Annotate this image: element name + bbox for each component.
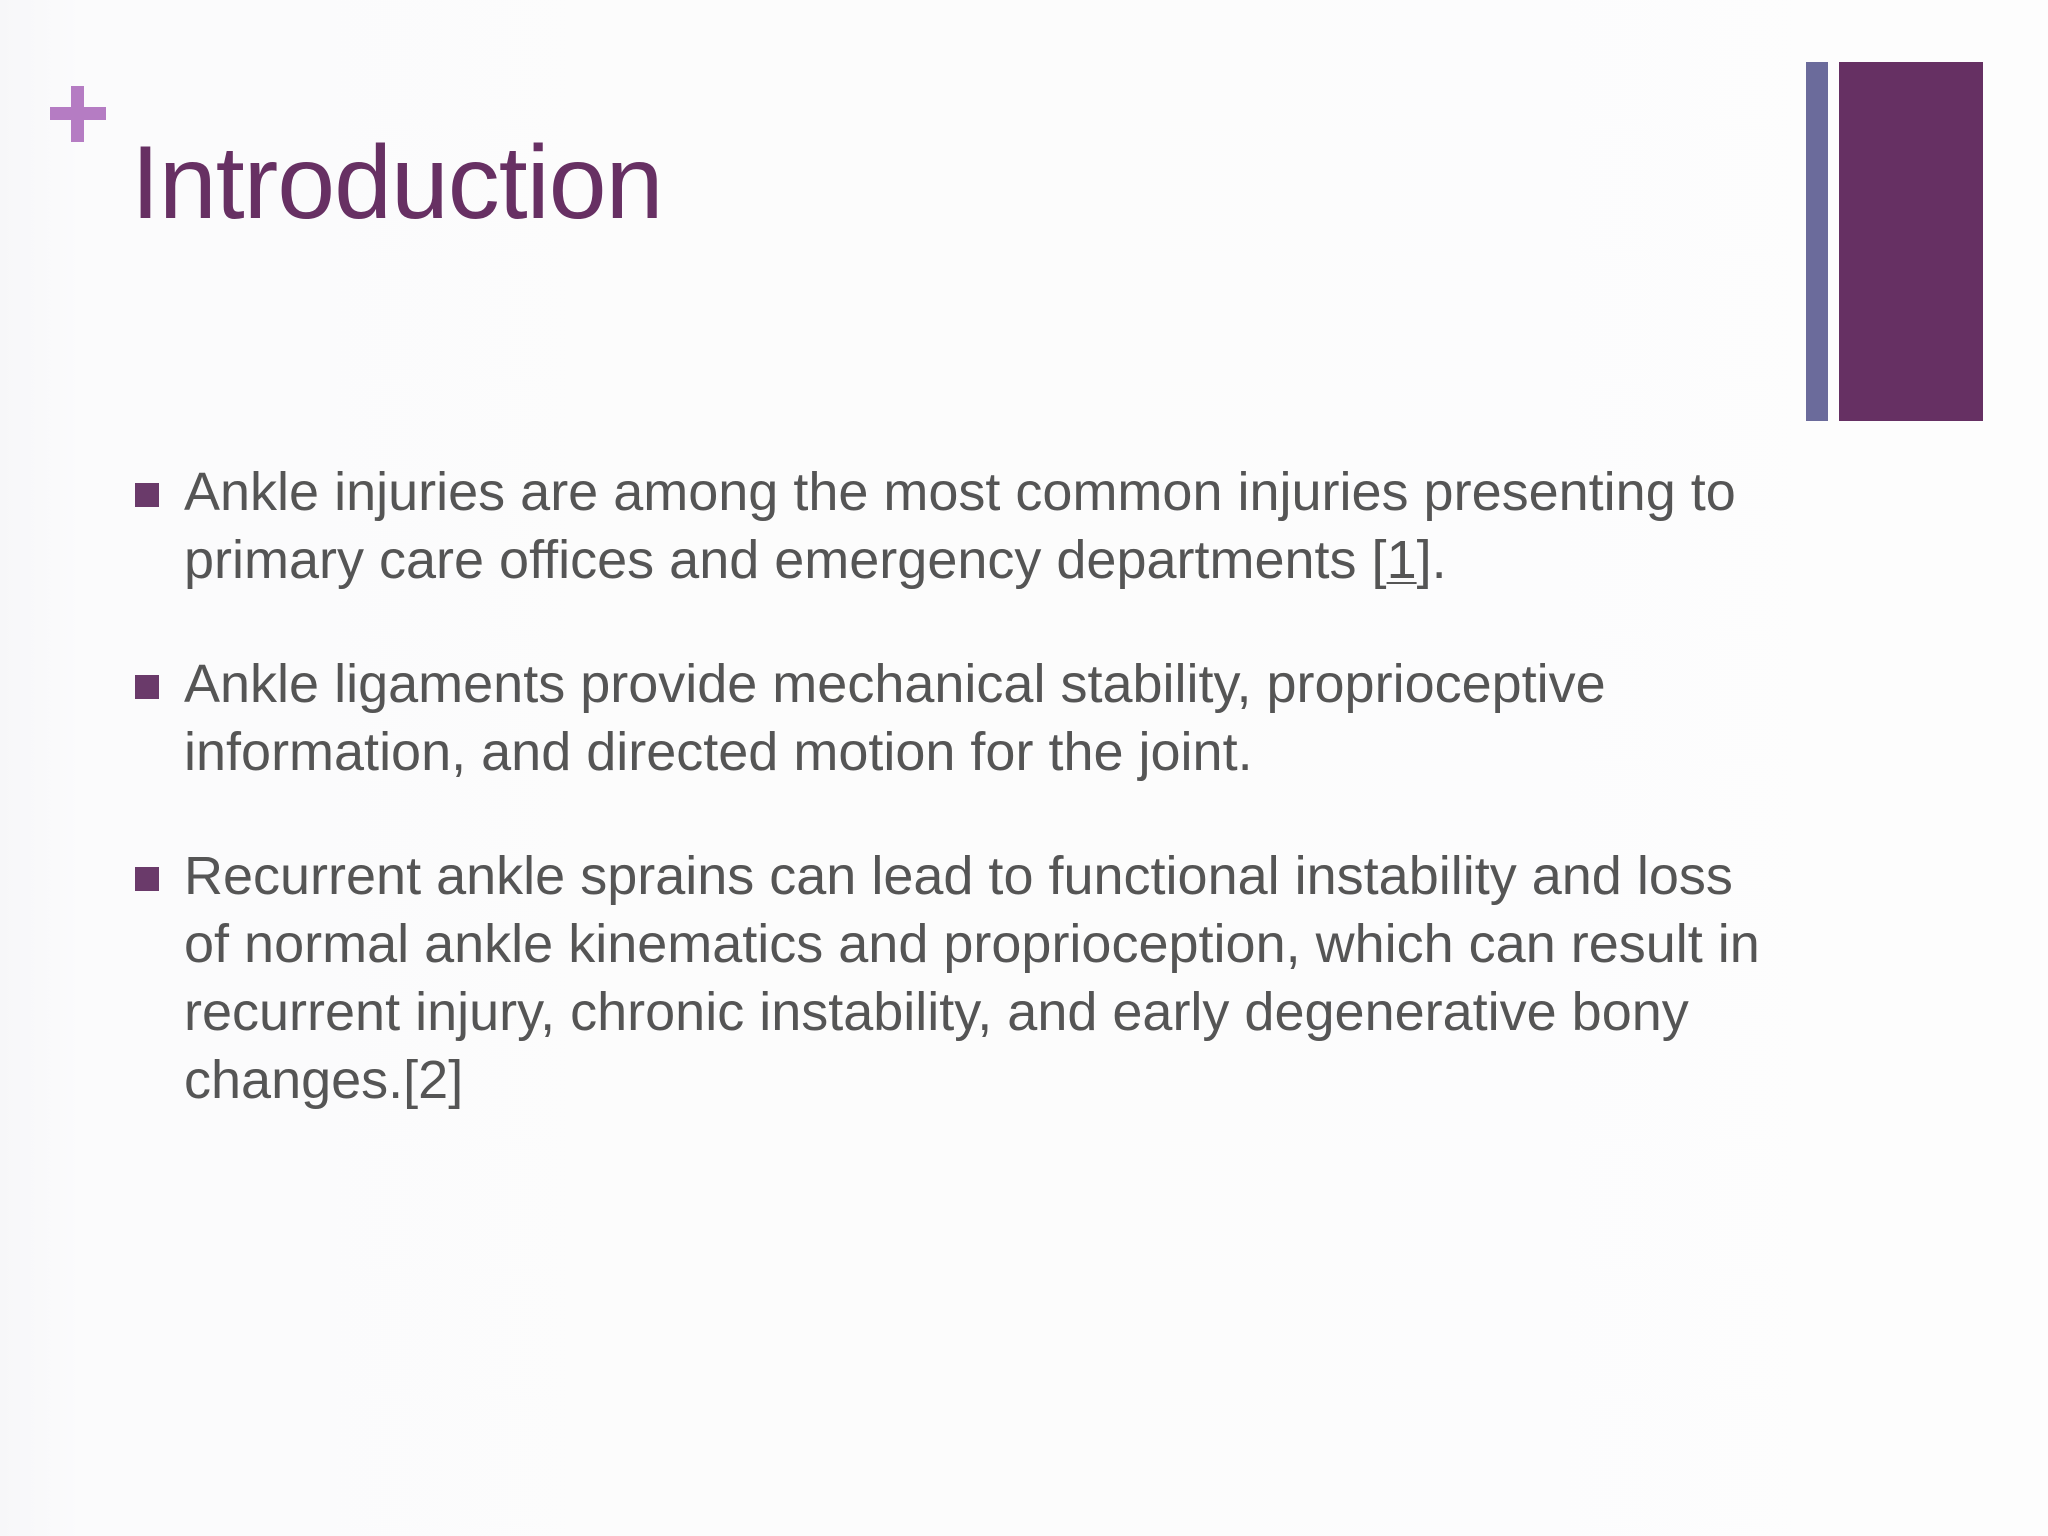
accent-bar-thick xyxy=(1839,62,1983,421)
bullet-text-end: ]. xyxy=(1416,530,1447,590)
slide-title: Introduction xyxy=(131,125,663,241)
bullet-text: Ankle injuries are among the most common injuries presenting to primary care offices and emergency departments [ xyxy=(184,462,1736,590)
bullet-text: Recurrent ankle sprains can lead to functional instability and loss of normal ankle kinematics and proprioception, which can result in recurrent injury, chronic instability, and early degenerative bony changes.[2] xyxy=(184,846,1760,1110)
accent-bar-thin xyxy=(1806,62,1828,421)
bullet-item xyxy=(134,458,1774,594)
bullet-item xyxy=(134,842,1774,1114)
square-bullet-icon xyxy=(135,675,159,699)
bullet-list xyxy=(134,458,1774,1170)
square-bullet-icon xyxy=(135,483,159,507)
plus-icon xyxy=(50,86,106,142)
square-bullet-icon xyxy=(135,867,159,891)
bullet-text: Ankle ligaments provide mechanical stability, proprioceptive information, and directed motion for the joint. xyxy=(184,654,1606,782)
reference-link[interactable]: 1 xyxy=(1386,530,1417,590)
bullet-item xyxy=(134,650,1774,786)
